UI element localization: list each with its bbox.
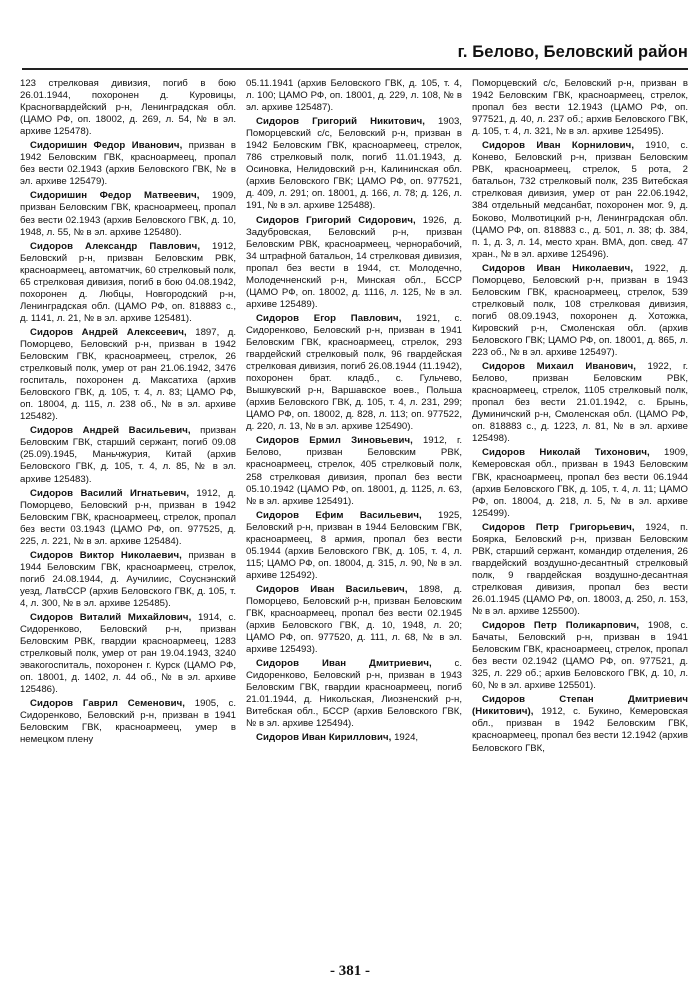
person-name: Сидоров Николай Тихонович,: [482, 447, 650, 459]
list-item: [246, 313, 462, 433]
entry-text: 1912, д. Поморцево, Беловский р-н, призван в 1942 Беловским ГВК, красноармеец, стрелок, пропал без вести 03.1943 (ЦАМО РФ, оп. 977525, д. 225, л. 221, № в эл. архиве 125484).: [20, 487, 236, 547]
person-name: Сидоров Иван Корнилович,: [482, 140, 635, 152]
entry-text: 1903, Поморцевский с/с, Беловский р-н, призван в 1942 Беловским ГВК, красноармеец, стрелок, 786 стрелковый полк, погиб 11.01.1943, д. Осиновка, Нелидовский р-н, Калининская обл. (архив Беловского ГВК; ЦАМО РФ, оп. 977521, д. 409, л. 291; оп. 18001, д. 166, л. 78; д. 126, л. 191, № в эл. архиве 125488).: [246, 116, 462, 212]
entry-text: 1897, д. Поморцево, Беловский р-н, призван в 1942 Беловским ГВК, красноармеец, стрелок, 26 стрелковый полк, умер от ран 21.06.1942, 3476 госпиталь, похоронен д. Максатиха (архив Беловского ГВК, д. 105, т. 4, л. 83; ЦАМО РФ, оп. 18004, д. 115, л. 238 об., № в эл. архиве 125482).: [20, 326, 236, 423]
person-name: Сидоров Виктор Николаевич,: [30, 549, 182, 561]
person-name: Сидоров Петр Григорьевич,: [482, 521, 635, 533]
entry-text: призван в 1942 Беловским ГВК, красноармеец, пропал без вести 02.1943 (архив Беловского ГВК, № в эл. архиве 125479).: [20, 140, 236, 188]
column-left: [20, 78, 236, 948]
entry-text: 1925, Беловский р-н, призван в 1944 Беловским ГВК, красноармеец, 8 армия, пропал без вести 05.1944 (архив Беловского ГВК, д. 105, т. 4, л. 115; ЦАМО РФ, оп. 18004, д. 315, л. 90, № в эл. архиве 125492).: [246, 509, 462, 581]
list-item: [246, 658, 462, 730]
person-name: Сидоров Ефим Васильевич,: [256, 509, 422, 521]
person-name: Сидоришин Федор Матвеевич,: [30, 190, 200, 202]
person-name: Сидоров Иван Кириллович,: [256, 732, 392, 744]
entry-text: призван в 1944 Беловским ГВК, красноармеец, стрелок, погиб 24.08.1944, д. Аучилиис, Соуснэнский уезд, ЛатвССР (архив Беловского ГВК, д. 105, т. 4, л. 300, № в эл. архиве 125485).: [20, 549, 236, 609]
entry-text: с. Сидоренково, Беловский р-н, призван в 1943 Беловским ГВК, гвардии красноармеец, погиб 21.01.1944, д. Никольская, Лиозненский р-н, Витебская обл., БССР (архив Беловского ГВК, № в эл. архиве 125494).: [246, 658, 462, 730]
column-middle: [246, 78, 462, 948]
list-item: [472, 620, 688, 692]
list-item: [20, 425, 236, 485]
entry-text: призван Беловским ГВК, старший сержант, погиб 09.08 (25.09).1945, Маньчжурия, Китай (архив Беловского ГВК, д. 105, т. 4, л. 85, № в эл. архиве 125483).: [20, 425, 236, 485]
list-item: [246, 584, 462, 656]
person-name: Сидоров Василий Игнатьевич,: [30, 487, 190, 499]
list-item: [246, 116, 462, 212]
list-item: [472, 694, 688, 754]
entry-text: 1909, Кемеровская обл., призван в 1943 Беловским ГВК, красноармеец, пропал без вести 06.1944 (архив Беловского ГВК, д. 105, т. 4, л. 11; ЦАМО РФ, оп. 18004, д. 218, л. 5, № в эл. архиве 125499).: [472, 447, 688, 519]
entry-text: 1922, г. Белово, призван Беловским РВК, красноармеец, стрелок, 1105 стрелковый полк, пропал без вести 21.01.1942, с. Брынь, Думиничский р-н, Смоленская обл. (ЦАМО РФ, оп. 818883 с., д. 1223, л. 81, № в эл. архиве 125498).: [472, 361, 688, 445]
entry-text: 1909, призван Беловским ГВК, красноармеец, пропал без вести 02.1943 (архив Беловского ГВК, д. 10, 1948, л. 55, № в эл. архиве 125480).: [20, 190, 236, 238]
person-name: Сидоров Иван Васильевич,: [256, 583, 408, 595]
list-item: [472, 447, 688, 519]
entry-text: 1914, с. Сидоренково, Беловский р-н, призван Беловским РВК, гвардии красноармеец, 1283 стрелковый полк, умер от ран 19.04.1943, 3240 эвакогоспиталь, похоронен г. Курск (ЦАМО РФ, оп. 18001, д. 1402, л. 44 об., № в эл. архиве 125486).: [20, 612, 236, 696]
person-name: Сидоров Александр Павлович,: [30, 240, 201, 252]
entry-text: 1898, д. Поморцево, Беловский р-н, призван Беловским ГВК, красноармеец, пропал без вести 02.1945 (архив Беловского ГВК, д. 10, 1948, л. 20; ЦАМО РФ, оп. 977520, д. 111, л. 68, № в эл. архиве 125493).: [246, 583, 462, 656]
person-name: Сидоров Ермил Зиновьевич,: [256, 435, 413, 447]
entry-text: 05.11.1941 (архив Беловского ГВК, д. 105, т. 4, л. 100; ЦАМО РФ, оп. 18001, д. 229, л. 108, № в эл. архиве 125487).: [246, 78, 462, 114]
person-name: Сидоров Андрей Алексеевич,: [30, 326, 187, 338]
entry-text: 1921, с. Сидоренково, Беловский р-н, призван в 1941 Беловским ГВК, красноармеец, стрелок, 293 гвардейский стрелковый полк, 96 гвардейская стрелковая дивизия, погиб 26.08.1944 (11.1942), похоронен брат. кладб., с. Гульчево, Вышкувский р-н, Варшавское воев., Польша (архив Беловского ГВК, д. 105, т. 4, л. 231, 299; ЦАМО РФ, оп. 18002, д. 828, л. 113; оп. 977522, д. 220, л. 13, № в эл. архиве 125490).: [246, 312, 462, 433]
person-name: Сидоров Иван Дмитриевич,: [256, 658, 432, 670]
person-name: Сидоров Иван Николаевич,: [482, 262, 634, 274]
person-name: Сидоров Андрей Васильевич,: [30, 425, 191, 437]
list-item: [246, 78, 462, 114]
entry-text: 1910, с. Конево, Беловский р-н, призван Беловским РВК, красноармеец, стрелок, 5 рота, 2 батальон, 732 стрелковый полк, 235 Витебская стрелковая дивизия, умер от ран 22.06.1942, 384 отдельный медсанбат, похоронен мог. 9, д. Боково, Молвотицкий р-н, Ленинградская обл. (ЦАМО РФ, оп. 818883 с., д. 501, л. 38; ф. 384, п. 1, д. 3, л. 14, место хран. ВМА, доп. свед. 47 хран., № в эл. архиве 125496).: [472, 140, 688, 260]
list-item: [246, 732, 462, 744]
person-name: Сидоров Григорий Никитович,: [256, 116, 426, 128]
list-item: [246, 215, 462, 311]
page-number: - 381 -: [330, 963, 370, 979]
list-item: [20, 550, 236, 610]
entry-text: Поморцевский с/с, Беловский р-н, призван в 1942 Беловским ГВК, красноармеец, стрелок, пропал без вести 12.1943 (ЦАМО РФ, оп. 977521, д. 40, л. 237 об.; архив Беловского ГВК, д. 105, т. 4, л. 321, № в эл. архиве 125495).: [472, 78, 688, 138]
header-title: г. Белово, Беловский район: [457, 43, 688, 61]
list-item: [20, 612, 236, 696]
column-right: [472, 78, 688, 948]
entry-text: 1908, с. Бачаты, Беловский р-н, призван в 1941 Беловским ГВК, красноармеец, стрелок, пропал без вести 02.1942 (ЦАМО РФ, оп. 977521, д. 325, л. 229 об.; архив Беловского ГВК, д. 10, л. 60, № в эл. архиве 125501).: [472, 620, 688, 692]
entry-text: 1924,: [394, 732, 419, 744]
person-name: Сидоров Михаил Иванович,: [482, 361, 637, 373]
list-item: [20, 488, 236, 548]
entry-text: 123 стрелковая дивизия, погиб в бою 26.01.1944, похоронен д. Куровицы, Красногвардейский р-н, Ленинградская обл. (ЦАМО РФ, оп. 18002, д. 269, л. 54, № в эл. архиве 125478).: [20, 78, 236, 138]
running-header: [22, 38, 688, 70]
entry-text: 1912, с. Букино, Кемеровская обл., призван в 1942 Беловским ГВК, красноармеец, пропал без вести 12.1942 (архив Беловского ГВК,: [472, 706, 688, 754]
list-item: [20, 327, 236, 423]
list-item: [20, 241, 236, 325]
list-item: [20, 78, 236, 138]
person-name: Сидоришин Федор Иванович,: [30, 140, 183, 152]
entry-text: 1922, д. Поморцево, Беловский р-н, призван в 1943 Беловским ГВК, красноармеец, стрелок, 539 стрелковый полк, 108 стрелковая дивизия, погиб 08.09.1943, похоронен д. Хотожка, Кировский р-н, Смоленская обл. (архив Беловского ГВК; ЦАМО РФ, оп. 18001, д. 865, л. 223 об., № в эл. архиве 125497).: [472, 262, 688, 359]
person-name: Сидоров Петр Поликарпович,: [482, 620, 640, 632]
list-item: [20, 698, 236, 746]
entry-text: 1912, Беловский р-н, призван Беловским РВК, красноармеец, автоматчик, 60 стрелковый полк, 65 стрелковая дивизия, погиб в бою 04.08.1942, похоронен д. Любцы, Новгородский р-н, Ленинградская обл. (ЦАМО РФ, оп. 818883 с., д. 1141, л. 21, № в эл. архиве 125481).: [20, 240, 236, 324]
person-name: Сидоров Виталий Михайлович,: [30, 612, 192, 624]
list-item: [246, 435, 462, 507]
list-item: [472, 522, 688, 618]
entry-text: 1926, д. Задубровская, Беловский р-н, призван Беловским РВК, красноармеец, чернорабочий, 34 штрафной батальон, 14 стрелковая дивизия, пропал без вести в 1944, ст. Молодечно, Молодечненский р-н, Минская обл., БССР (ЦАМО РФ, оп. 18002, д. 1116, л. 125, № в эл. архиве 125489).: [246, 214, 462, 310]
entry-text: 1905, с. Сидоренково, Беловский р-н, призван в 1941 Беловским ГВК, красноармеец, умер в немецком плену: [20, 698, 236, 746]
list-item: [472, 78, 688, 138]
list-item: [246, 510, 462, 582]
person-name: Сидоров Егор Павлович,: [256, 312, 402, 324]
entry-text: 1912, г. Белово, призван Беловским РВК, красноармеец, стрелок, 405 стрелковый полк, 258 стрелковая дивизия, пропал без вести 05.10.1942 (ЦАМО РФ, оп. 18001, д. 1125, л. 63, № в эл. архиве 125491).: [246, 435, 462, 507]
person-name: Сидоров Гаврил Семенович,: [30, 698, 186, 710]
list-item: [472, 140, 688, 260]
text-columns: [20, 78, 688, 948]
list-item: [472, 263, 688, 359]
list-item: [472, 361, 688, 445]
person-name: Сидоров Григорий Сидорович,: [256, 214, 416, 226]
list-item: [20, 140, 236, 188]
list-item: [20, 190, 236, 238]
entry-text: 1924, п. Боярка, Беловский р-н, призван Беловским РВК, старший сержант, командир отделения, 26 гвардейский воздушно-десантный стрелковый полк, 9 гвардейская воздушно-десантная стрелковая дивизия, пропал без вести 26.01.1945 (ЦАМО РФ, оп. 18003, д. 250, л. 153, № в эл. архиве 125500).: [472, 521, 688, 618]
person-name: Сидоров Степан Дмитриевич (Никитович),: [472, 694, 688, 718]
